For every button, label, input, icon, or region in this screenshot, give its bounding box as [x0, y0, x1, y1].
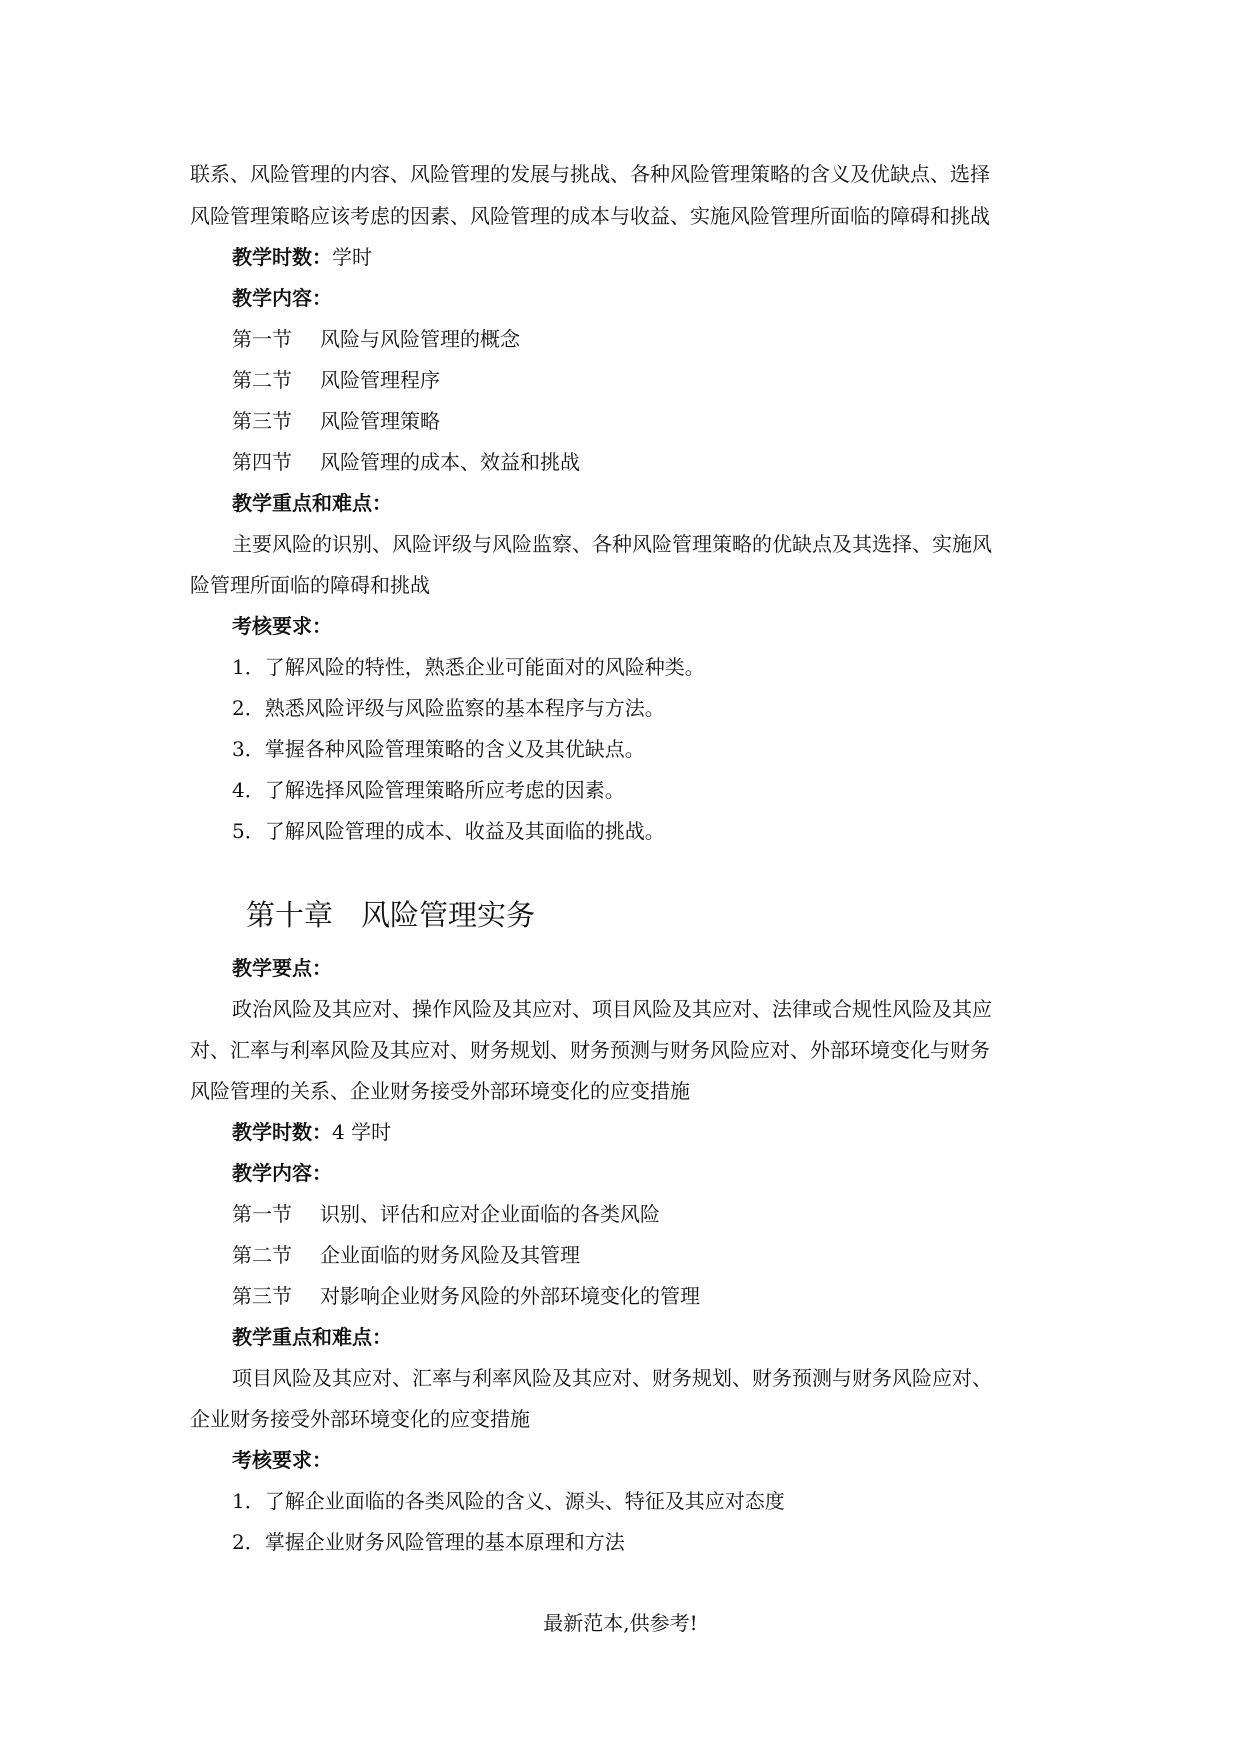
section-number: 第一节 [232, 1202, 292, 1226]
assessment-item: 2．熟悉风险评级与风险监察的基本程序与方法。 [232, 696, 665, 720]
content-label: 教学内容： [232, 286, 332, 310]
chapter-heading [246, 897, 535, 933]
teaching-hours [232, 1118, 1102, 1146]
assessment-item: 2．掌握企业财务风险管理的基本原理和方法 [232, 1530, 625, 1554]
teaching-points-line: 政治风险及其应对、操作风险及其应对、项目风险及其应对、法律或合规性风险及其应 [232, 997, 992, 1021]
chapter-title: 风险管理实务 [361, 898, 536, 932]
section-number: 第四节 [232, 450, 292, 474]
section-title: 企业面临的财务风险及其管理 [320, 1243, 580, 1267]
paragraph-line: 联系、风险管理的内容、风险管理的发展与挑战、各种风险管理策略的含义及优缺点、选择 [190, 162, 990, 186]
section-title: 风险管理的成本、效益和挑战 [320, 450, 580, 474]
section-item [232, 1200, 1102, 1228]
section-item [232, 1241, 1102, 1269]
hours-value: 4 学时 [332, 1120, 392, 1144]
assessment-item: 4．了解选择风险管理策略所应考虑的因素。 [232, 778, 625, 802]
key-points-label: 教学重点和难点： [232, 1325, 392, 1349]
section-item [232, 366, 1102, 394]
key-points-line: 险管理所面临的障碍和挑战 [190, 573, 430, 597]
section-title: 风险管理程序 [320, 368, 440, 392]
teaching-points-label: 教学要点： [232, 956, 332, 980]
section-title: 风险与风险管理的概念 [320, 327, 520, 351]
paragraph-line: 风险管理策略应该考虑的因素、风险管理的成本与收益、实施风险管理所面临的障碍和挑战 [190, 204, 990, 228]
assessment-label: 考核要求： [232, 614, 332, 638]
section-number: 第三节 [232, 409, 292, 433]
section-title: 识别、评估和应对企业面临的各类风险 [320, 1202, 660, 1226]
teaching-points-line: 风险管理的关系、企业财务接受外部环境变化的应变措施 [190, 1079, 690, 1103]
key-points-line: 项目风险及其应对、汇率与利率风险及其应对、财务规划、财务预测与财务风险应对、 [232, 1366, 992, 1390]
teaching-points-line: 对、汇率与利率风险及其应对、财务规划、财务预测与财务风险应对、外部环境变化与财务 [190, 1038, 990, 1062]
key-points-line: 主要风险的识别、风险评级与风险监察、各种风险管理策略的优缺点及其选择、实施风 [232, 532, 992, 556]
section-number: 第一节 [232, 327, 292, 351]
content-label: 教学内容： [232, 1161, 332, 1185]
section-item [232, 448, 1102, 476]
assessment-item: 1．了解企业面临的各类风险的含义、源头、特征及其应对态度 [232, 1489, 785, 1513]
hours-label: 教学时数： [232, 245, 332, 269]
page-footer: 最新范本,供参考! [543, 1611, 698, 1635]
teaching-hours [232, 243, 1102, 271]
assessment-label: 考核要求： [232, 1448, 332, 1472]
assessment-item: 3．掌握各种风险管理策略的含义及其优缺点。 [232, 737, 645, 761]
section-number: 第三节 [232, 1284, 292, 1308]
section-item [232, 325, 1102, 353]
section-number: 第二节 [232, 368, 292, 392]
assessment-item: 1．了解风险的特性，熟悉企业可能面对的风险种类。 [232, 655, 705, 679]
key-points-label: 教学重点和难点： [232, 491, 392, 515]
hours-label: 教学时数： [232, 1120, 332, 1144]
chapter-number: 第十章 [246, 898, 334, 932]
assessment-item: 5．了解风险管理的成本、收益及其面临的挑战。 [232, 819, 665, 843]
hours-value: 学时 [332, 245, 372, 269]
section-title: 风险管理策略 [320, 409, 440, 433]
section-item [232, 407, 1102, 435]
section-title: 对影响企业财务风险的外部环境变化的管理 [320, 1284, 700, 1308]
section-item [232, 1282, 1102, 1310]
section-number: 第二节 [232, 1243, 292, 1267]
key-points-line: 企业财务接受外部环境变化的应变措施 [190, 1407, 530, 1431]
